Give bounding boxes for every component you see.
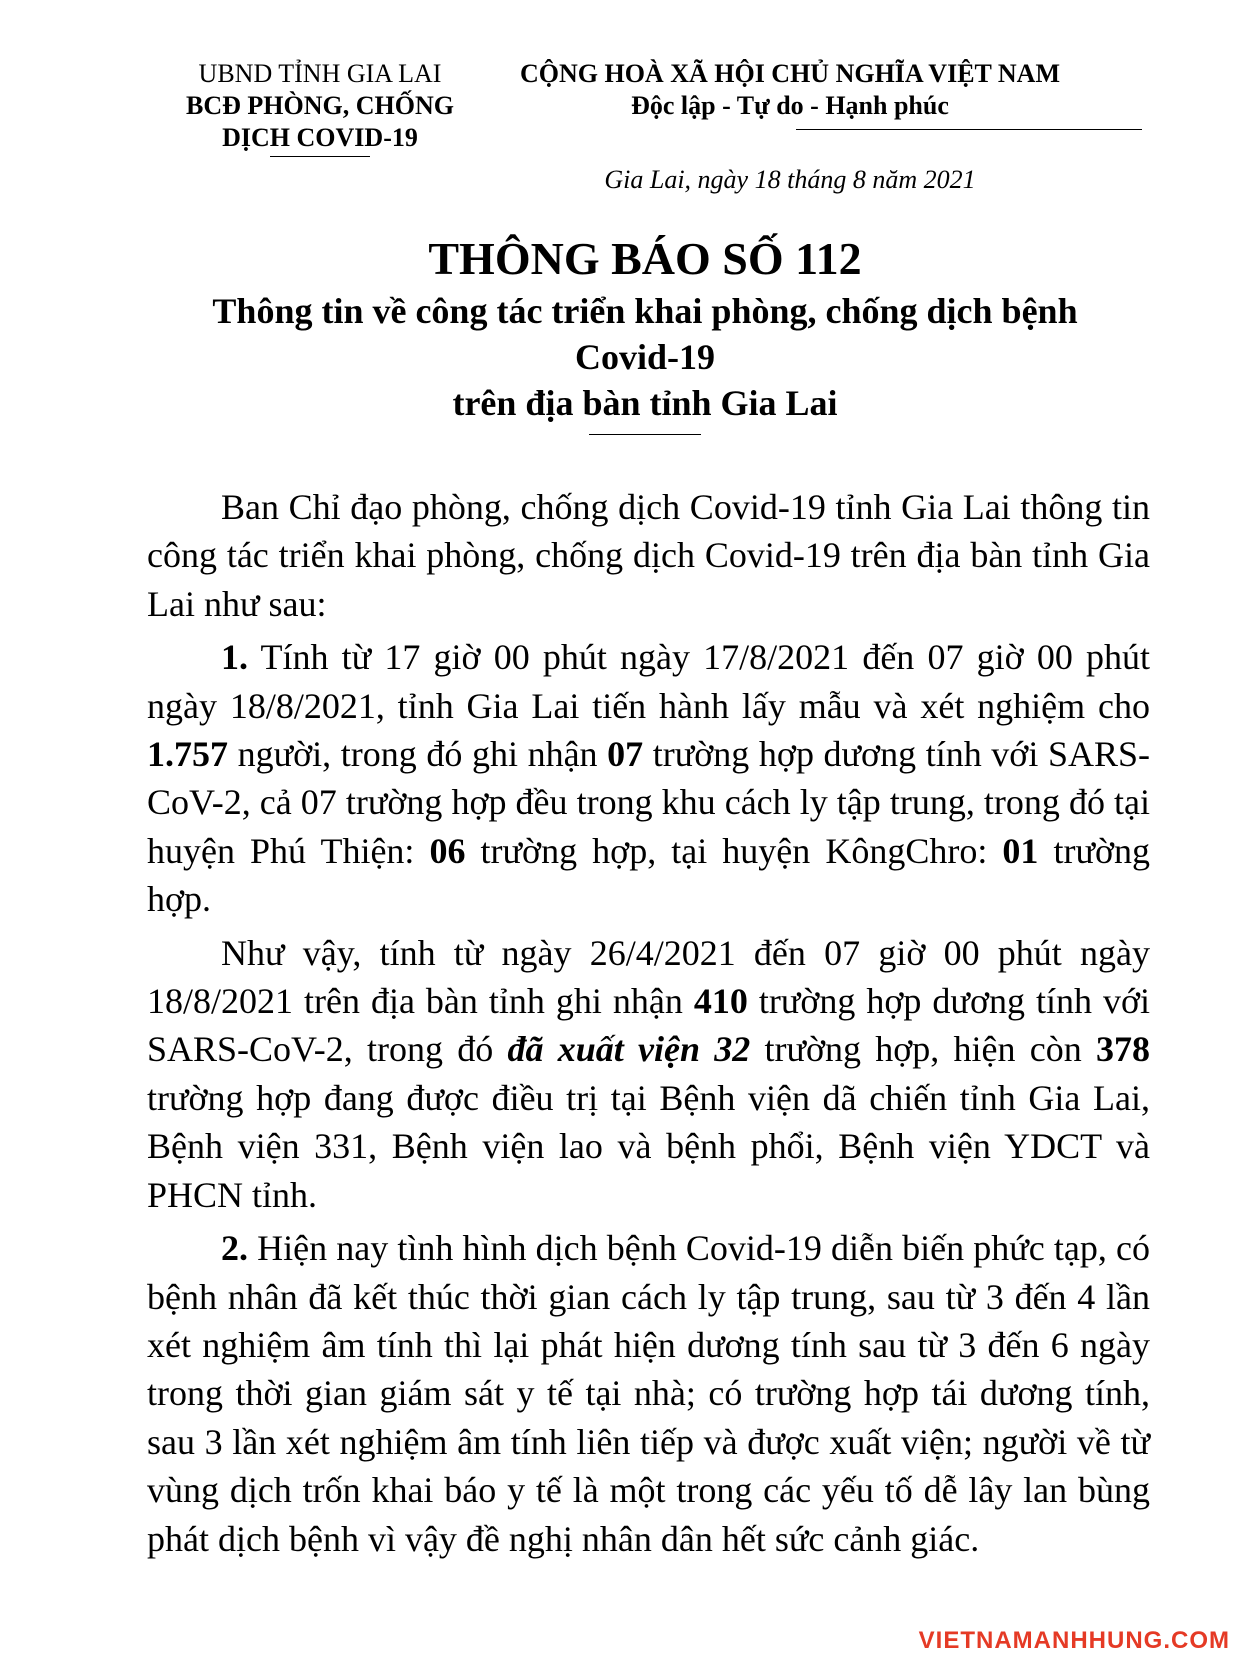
place-date-line: Gia Lai, ngày 18 tháng 8 năm 2021	[604, 165, 976, 194]
motto-underline	[796, 129, 1142, 130]
total-cases: 410	[693, 981, 748, 1022]
document-subtitle-line2: Covid-19	[574, 337, 715, 377]
paragraph-2: Như vậy, tính từ ngày 26/4/2021 đến 07 giờ 00 phút ngày 18/8/2021 trên địa bàn tỉnh ghi nhận 410 trường hợp dương tính với SARS-CoV-2, trong đó đã xuất viện 32 trường hợp, hiện còn 378 trường hợp đang được điều trị tại Bệnh viện dã chiến tỉnh Gia Lai, Bệnh viện 331, Bệnh viện lao và bệnh phổi, Bệnh viện YDCT và PHCN tỉnh.	[147, 932, 1151, 1215]
positive-count: 07	[607, 734, 644, 775]
section-number-1: 1.	[221, 637, 248, 678]
discharged-text: đã xuất viện 32	[507, 1029, 751, 1070]
national-header-block	[490, 58, 1090, 122]
agency-name: UBND TỈNH GIA LAI	[198, 59, 442, 88]
paragraph-3: 2. Hiện nay tình hình dịch bệnh Covid-19 diễn biến phức tạp, có bệnh nhân đã kết thúc thời gian cách ly tập trung, sau từ 3 đến 4 lần xét nghiệm âm tính thì lại phát hiện dương tính sau từ 3 đến 6 ngày trong thời gian giám sát y tế tại nhà; có trường hợp tái dương tính, sau 3 lần xét nghiệm âm tính liên tiếp và được xuất viện; người về từ vùng dịch trốn khai báo y tế là một trong các yếu tố dễ lây lan bùng phát dịch bệnh vì vậy đề nghị nhân dân hết sức cảnh giác.	[147, 1228, 1150, 1559]
document-subtitle-line1: Thông tin về công tác triển khai phòng, chống dịch bệnh	[212, 291, 1078, 331]
agency-underline	[270, 156, 370, 157]
issuing-agency-block	[150, 58, 490, 157]
phu-thien-count: 06	[429, 830, 466, 871]
country-name: CỘNG HOÀ XÃ HỘI CHỦ NGHĨA VIỆT NAM	[519, 59, 1061, 88]
tested-count: 1.757	[147, 734, 228, 775]
title-underline	[589, 434, 701, 435]
national-motto: Độc lập - Tự do - Hạnh phúc	[631, 91, 949, 120]
committee-name-line1: BCĐ PHÒNG, CHỐNG	[186, 91, 454, 120]
paragraph-1: 1. Tính từ 17 giờ 00 phút ngày 17/8/2021 đến 07 giờ 00 phút ngày 18/8/2021, tỉnh Gia Lai tiến hành lấy mẫu và xét nghiệm cho 1.757 người, trong đó ghi nhận 07 trường hợp dương tính với SARS-CoV-2, cả 07 trường hợp đều trong khu cách ly tập trung, trong đó tại huyện Phú Thiện: 06 trường hợp, tại huyện KôngChro: 01 trường hợp.	[147, 637, 1150, 920]
document-title: THÔNG BÁO SỐ 112	[428, 233, 862, 284]
under-treatment-count: 378	[1095, 1029, 1150, 1070]
intro-paragraph: Ban Chỉ đạo phòng, chống dịch Covid-19 tỉnh Gia Lai thông tin công tác triển khai phòng, chống dịch Covid-19 trên địa bàn tỉnh Gia Lai như sau:	[147, 487, 1150, 624]
committee-name-line2: DỊCH COVID-19	[222, 123, 418, 152]
document-subtitle-line3: trên địa bàn tỉnh Gia Lai	[452, 383, 838, 423]
site-watermark: VIETNAMANHHUNG.COM	[918, 1627, 1230, 1654]
section-number-2: 2.	[221, 1228, 248, 1269]
document-body	[147, 483, 1150, 1568]
kongchro-count: 01	[1002, 830, 1039, 871]
title-block	[140, 230, 1150, 435]
